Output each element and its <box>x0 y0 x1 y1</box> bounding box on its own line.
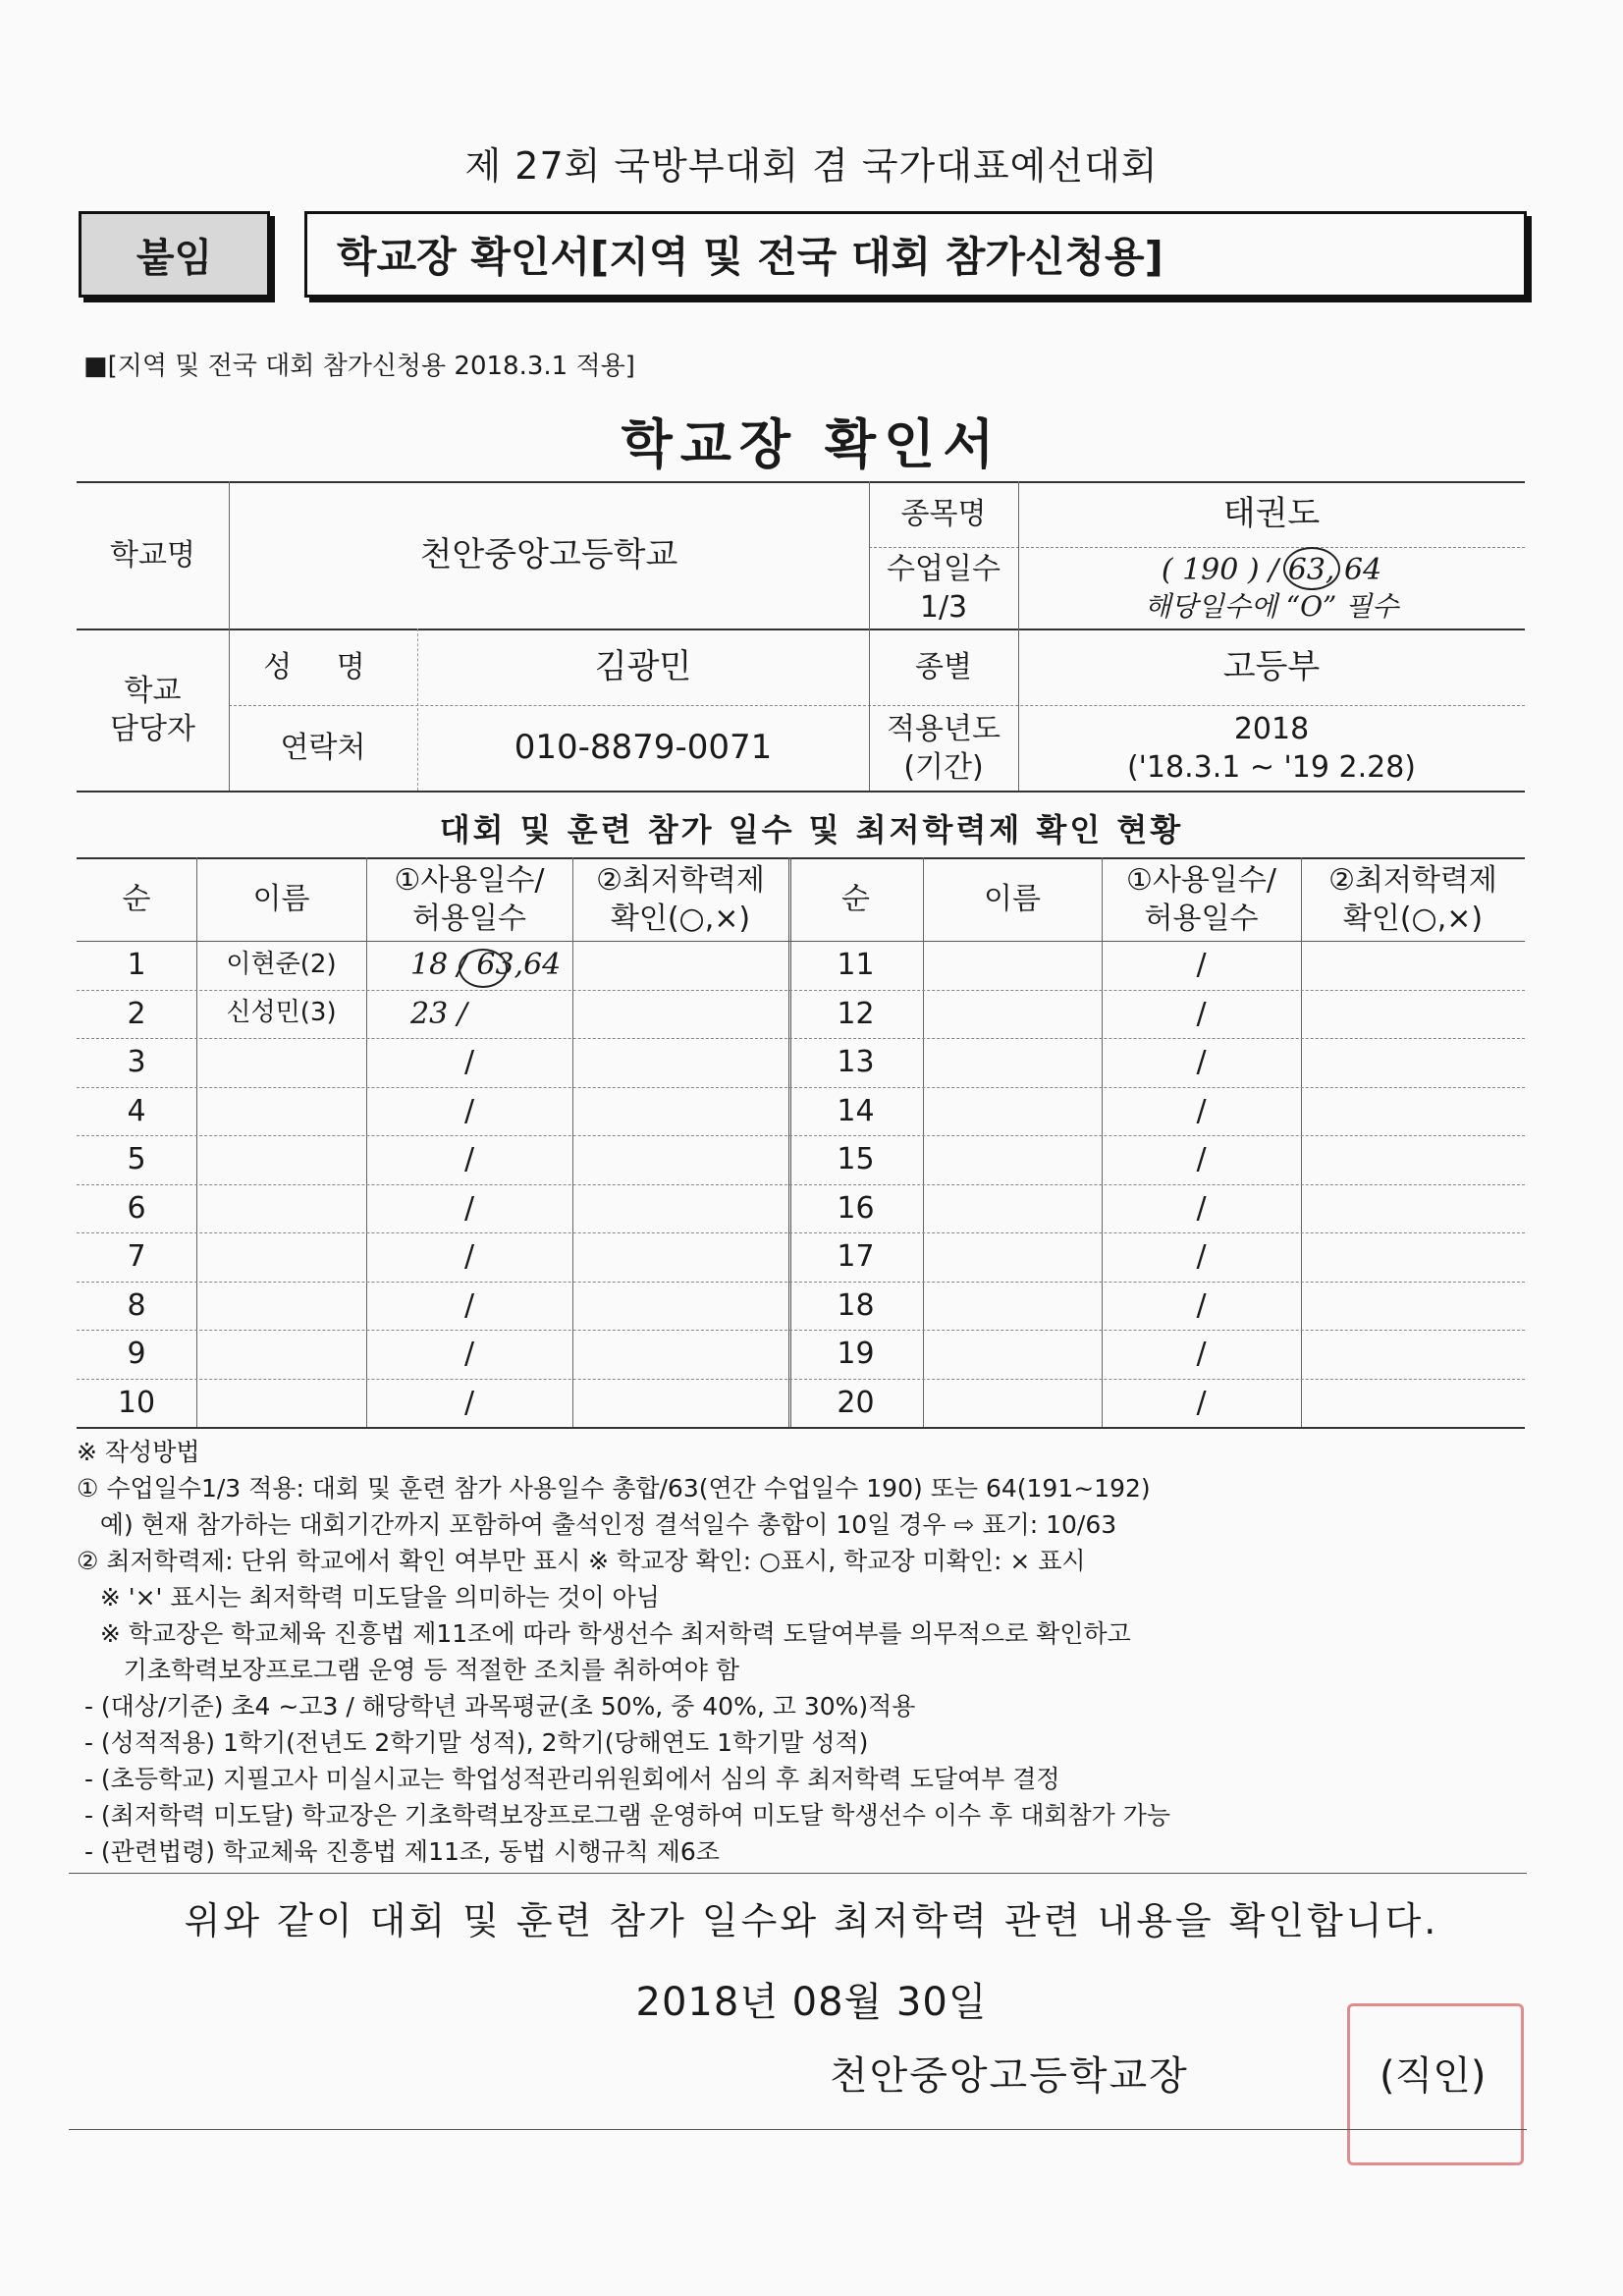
row-days: / <box>1196 1190 1207 1226</box>
days-value-line1: ( 190 ) / 63, 64 <box>1161 552 1382 587</box>
row-name <box>923 1232 1102 1282</box>
row-number: 14 <box>837 1093 875 1128</box>
row-number: 12 <box>837 996 875 1031</box>
manager-label-line2: 담당자 <box>110 711 195 746</box>
row-check <box>572 1135 788 1184</box>
row-check <box>572 1330 788 1379</box>
document-title: 학교장 확인서[지역 및 전국 대회 참가신청용] <box>304 211 1527 298</box>
header-check-line1: ②최저학력제 <box>596 862 765 898</box>
row-name <box>923 1379 1102 1428</box>
row-days: / <box>1196 1045 1207 1080</box>
row-check <box>572 1038 788 1087</box>
header-days-line1: ①사용일수/ <box>394 862 545 898</box>
row-number: 7 <box>127 1239 146 1275</box>
row-number: 13 <box>837 1045 875 1080</box>
year-label-line1: 적용년도 <box>887 711 1001 746</box>
instruction-line: ② 최저학력제: 단위 학교에서 확인 여부만 표시 ※ 학교장 확인: ○표시, 학교장 미확인: × 표시 <box>77 1547 1086 1575</box>
school-value: 천안중앙고등학교 <box>419 534 678 574</box>
row-check <box>1301 1087 1525 1136</box>
row-name <box>196 1135 366 1184</box>
row-check <box>572 1184 788 1233</box>
row-check <box>1301 990 1525 1039</box>
row-name <box>196 1087 366 1136</box>
instruction-line: - (성적적용) 1학기(전년도 2학기말 성적), 2학기(당해연도 1학기말 성적) <box>77 1728 869 1757</box>
instruction-line: 예) 현재 참가하는 대회기간까지 포함하여 출석인정 결석일수 총합이 10일 경우 ⇨ 표기: 10/63 <box>77 1510 1117 1539</box>
contact-label: 연락처 <box>280 731 366 765</box>
row-check <box>572 1232 788 1282</box>
row-days: / <box>463 1093 475 1128</box>
row-name <box>923 1038 1102 1087</box>
row-days: / <box>463 1337 475 1372</box>
header-check-line1: ②최저학력제 <box>1328 862 1497 898</box>
attachment-label: 붙임 <box>79 211 270 298</box>
row-number: 5 <box>127 1142 146 1177</box>
row-name <box>923 1330 1102 1379</box>
row-number: 3 <box>127 1045 146 1080</box>
row-name: 이현준(2) <box>226 949 337 979</box>
year-value-line1: 2018 <box>1233 711 1310 746</box>
writing-instructions <box>77 1434 1569 1870</box>
row-name <box>923 1282 1102 1331</box>
year-value-line2: ('18.3.1 ~ '19 2.28) <box>1126 749 1417 785</box>
header-name-left: 이름 <box>252 882 310 916</box>
row-days: / <box>463 1239 475 1275</box>
contact-value: 010-8879-0071 <box>514 728 773 768</box>
row-days: / <box>463 1190 475 1226</box>
header-check-line2: 확인(○,×) <box>1342 901 1484 936</box>
row-name <box>196 1282 366 1331</box>
row-days: / <box>1196 996 1207 1031</box>
row-number: 15 <box>837 1142 875 1177</box>
row-days: / <box>1196 1093 1207 1128</box>
year-label <box>869 705 1018 791</box>
row-number: 10 <box>117 1385 156 1420</box>
row-name <box>923 990 1102 1039</box>
name-value: 김광민 <box>594 646 692 686</box>
row-number: 6 <box>127 1190 146 1226</box>
header-days-right <box>1102 857 1301 941</box>
row-number: 4 <box>127 1093 146 1128</box>
row-days: / <box>1196 1142 1207 1177</box>
instruction-line: - (대상/기준) 초4 ~고3 / 해당학년 과목평균(초 50%, 중 40%, 고 30%)적용 <box>77 1692 916 1721</box>
header-check-right <box>1301 857 1525 941</box>
row-name <box>196 1330 366 1379</box>
confirmation-statement: 위와 같이 대회 및 훈련 참가 일수와 최저학력 관련 내용을 확인합니다. <box>184 1899 1439 1942</box>
header-days-left <box>366 857 572 941</box>
row-check <box>1301 1038 1525 1087</box>
header-no-left: 순 <box>122 882 151 916</box>
row-name <box>196 1379 366 1428</box>
handwritten-circle-63-row1 <box>459 949 508 988</box>
days-label-line1: 수업일수 <box>887 551 1001 586</box>
row-name <box>923 1184 1102 1233</box>
row-number: 11 <box>837 948 875 983</box>
instruction-line: ※ 작성방법 <box>77 1438 200 1466</box>
row-number: 16 <box>837 1190 875 1226</box>
row-name <box>923 1135 1102 1184</box>
days-value <box>1018 547 1525 629</box>
year-value <box>1018 705 1525 791</box>
row-days: / <box>463 1287 475 1323</box>
applies-note: ■[지역 및 전국 대회 참가신청용 2018.3.1 적용] <box>83 352 635 381</box>
row-days: 18 / 63,64 <box>410 948 562 983</box>
row-check <box>1301 1330 1525 1379</box>
confirmation-date: 2018년 08월 30일 <box>635 1980 988 2025</box>
row-name <box>196 1184 366 1233</box>
row-check <box>1301 1282 1525 1331</box>
header-days-line2: 허용일수 <box>1144 901 1259 936</box>
row-number: 2 <box>127 996 146 1031</box>
instruction-line: - (관련법령) 학교체육 진흥법 제11조, 동법 시행규칙 제6조 <box>77 1837 720 1866</box>
row-number: 9 <box>127 1337 146 1372</box>
header-days-line1: ①사용일수/ <box>1126 862 1276 898</box>
header-check-line2: 확인(○,×) <box>610 901 751 936</box>
instruction-line: - (최저학력 미도달) 학교장은 기초학력보장프로그램 운영하여 미도달 학생선수 이수 후 대회참가 가능 <box>77 1801 1171 1830</box>
row-number: 20 <box>837 1385 875 1420</box>
row-days: / <box>1196 1385 1207 1420</box>
row-days: / <box>463 1385 475 1420</box>
event-title: 제 27회 국방부대회 겸 국가대표예선대회 <box>464 144 1159 188</box>
row-days: / <box>1196 1287 1207 1323</box>
header-days-line2: 허용일수 <box>412 901 526 936</box>
manager-label <box>77 629 229 791</box>
participation-section-title: 대회 및 훈련 참가 일수 및 최저학력제 확인 현황 <box>439 811 1184 848</box>
row-days: 23 / <box>410 996 467 1031</box>
name-label: 성 명 <box>263 649 383 684</box>
row-number: 8 <box>127 1287 146 1323</box>
division-value: 고등부 <box>1222 646 1321 686</box>
row-check <box>1301 1232 1525 1282</box>
header-name-right: 이름 <box>984 882 1041 916</box>
instruction-line: ※ '×' 표시는 최저학력 미도달을 의미하는 것이 아님 <box>77 1583 660 1612</box>
row-number: 17 <box>837 1239 875 1275</box>
event-value: 태권도 <box>1222 494 1321 534</box>
row-check <box>572 941 788 990</box>
row-days: / <box>463 1142 475 1177</box>
row-days: / <box>1196 1239 1207 1275</box>
row-number: 19 <box>837 1337 875 1372</box>
row-days: / <box>1196 948 1207 983</box>
manager-label-line1: 학교 <box>124 673 182 708</box>
row-name <box>923 941 1102 990</box>
days-label-line2: 1/3 <box>919 589 968 625</box>
row-name <box>196 1232 366 1282</box>
header-check-left <box>572 857 788 941</box>
row-check <box>572 1379 788 1428</box>
instruction-line: ※ 학교장은 학교체육 진흥법 제11조에 따라 학생선수 최저학력 도달여부를 의무적으로 확인하고 <box>77 1619 1131 1648</box>
handwritten-circle-63 <box>1283 547 1340 590</box>
row-check <box>572 990 788 1039</box>
row-name <box>923 1087 1102 1136</box>
year-label-line2: (기간) <box>903 749 984 785</box>
row-days: / <box>1196 1337 1207 1372</box>
principal-signature: 천안중앙고등학교장 <box>830 2053 1189 2099</box>
row-check <box>1301 1379 1525 1428</box>
school-label: 학교명 <box>110 537 195 573</box>
row-check <box>1301 1135 1525 1184</box>
row-check <box>1301 1184 1525 1233</box>
instruction-line: - (초등학교) 지필고사 미실시교는 학업성적관리위원회에서 심의 후 최저학력 도달여부 결정 <box>77 1765 1060 1793</box>
division-label: 종별 <box>915 649 972 684</box>
row-check <box>1301 941 1525 990</box>
header-no-right: 순 <box>841 882 870 916</box>
row-number: 1 <box>127 948 146 983</box>
row-check <box>572 1282 788 1331</box>
row-days: / <box>463 1045 475 1080</box>
days-value-line2: 해당일수에 “O” 필수 <box>1144 589 1399 623</box>
row-name: 신성민(3) <box>226 998 337 1028</box>
event-label: 종목명 <box>900 497 987 531</box>
instruction-line: 기초학력보장프로그램 운영 등 적절한 조치를 취하여야 함 <box>77 1656 739 1684</box>
instruction-line: ① 수업일수1/3 적용: 대회 및 훈련 참가 사용일수 총합/63(연간 수업일수 190) 또는 64(191~192) <box>77 1474 1151 1503</box>
row-number: 18 <box>837 1287 875 1323</box>
row-name <box>196 1038 366 1087</box>
days-label <box>869 547 1018 629</box>
row-check <box>572 1087 788 1136</box>
seal-label: (직인) <box>1380 2053 1487 2099</box>
main-title: 학교장 확인서 <box>621 413 1002 475</box>
